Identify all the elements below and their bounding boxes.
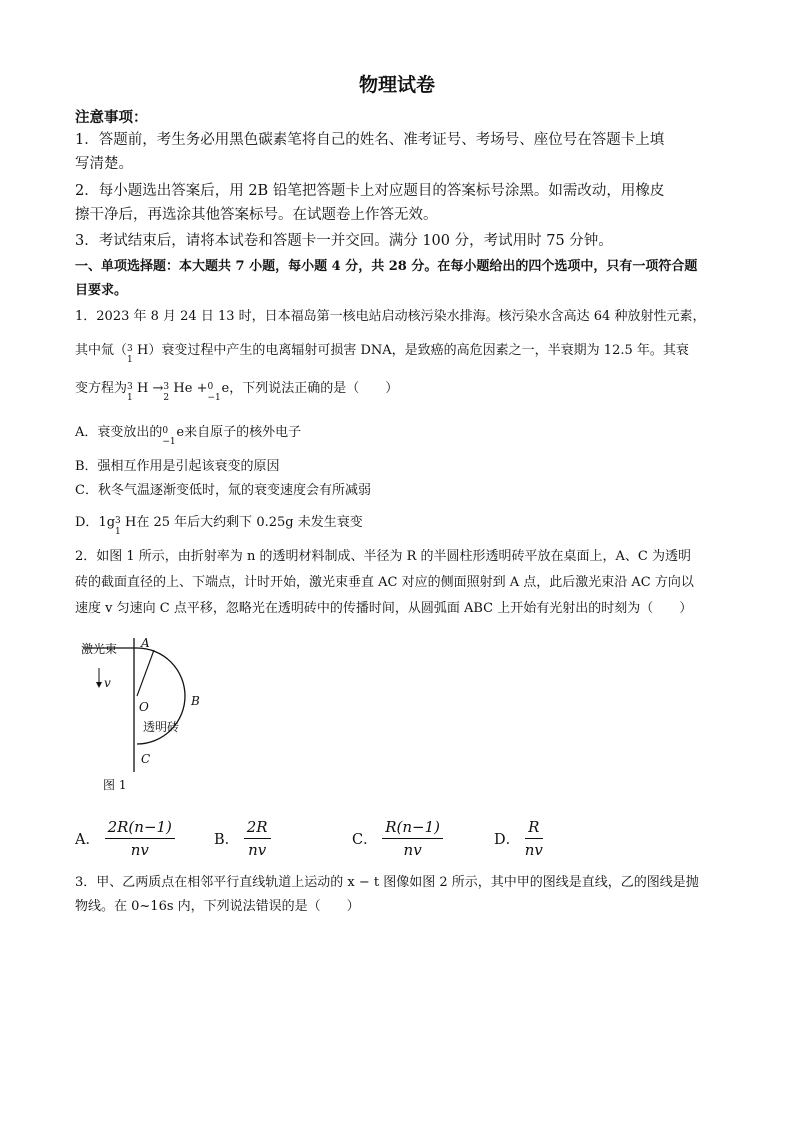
notice-heading: 注意事项：: [75, 109, 148, 126]
figure-label-o: O: [139, 700, 149, 714]
figure-label-v: v: [104, 676, 111, 690]
tritium-symbol: 3 1: [127, 344, 133, 365]
page-title: 物理试卷: [358, 74, 435, 96]
notice-line: 2．每小题选出答案后，用 2B 铅笔把答题卡上对应题目的答案标号涂黑。如需改动，用橡皮: [75, 183, 665, 199]
q2-option-d: D． $\frac{R}{nv}$: [494, 818, 543, 859]
q2-option-c: C． $\frac{R(n-1)}{nv}$: [352, 818, 443, 859]
q3-line: 物线。在 0~16s 内，下列说法错误的是（ ）: [75, 899, 360, 914]
q1-option-a: A．衰变放出的 0 −1 e来自原子的核外电子: [75, 422, 725, 444]
nuclide-he3: 3 2: [163, 382, 170, 403]
figure-label-a: A: [141, 636, 150, 650]
q1-line: 1．2023 年 8 月 24 日 13 时，日本福岛第一核电站启动核污染水排海。核污染水含高达 64 种放射性元素，: [75, 309, 706, 324]
nuclide-h3: 3 1: [127, 382, 133, 403]
electron-symbol: 0 −1: [162, 426, 176, 447]
notice-line: 擦干净后，再选涂其他答案标号。在试题卷上作答无效。: [75, 207, 438, 223]
q1-text: ）衰变过程中产生的电离辐射可损害 DNA，是致癌的高危因素之一，半衰期为 12.5 年。其衰: [148, 343, 689, 358]
figure-label-b: B: [191, 694, 200, 708]
notice-line: 写清楚。: [75, 156, 133, 172]
figure-caption: 图 1: [103, 778, 127, 792]
q1-equation-line: 变方程为 3 1 H → 3 2 He + 0 −1 e，下列说法正确的是（ ）: [75, 378, 725, 400]
q1-option-d: D．1g 3 1 H在 25 年后大约剩下 0.25g 未发生衰变: [75, 512, 725, 534]
q3-line: 3．甲、乙两质点在相邻平行直线轨道上运动的 x − t 图像如图 2 所示，其中甲的图线是直线，乙的图线是抛: [75, 875, 699, 890]
q2-line: 2．如图 1 所示，由折射率为 n 的透明材料制成、半径为 R 的半圆柱形透明砖平放在桌面上，A、C 为透明: [75, 549, 691, 564]
q2-line: 速度 v 匀速向 C 点平移，忽略光在透明砖中的传播时间，从圆弧面 ABC 上开始有光射出的时刻为（ ）: [75, 601, 693, 616]
figure-label-laser: 激光束: [81, 642, 118, 656]
q1-text: 其中氚（: [75, 343, 128, 358]
q1-option-b: B．强相互作用是引起该衰变的原因: [75, 459, 280, 474]
q2-option-a: A． $\frac{2R(n-1)}{nv}$: [75, 818, 175, 859]
q2-option-b: B． $\frac{2R}{nv}$: [214, 818, 271, 859]
q2-line: 砖的截面直径的上、下端点，计时开始，激光束垂直 AC 对应的侧面照射到 A 点，此后激光束沿 AC 方向以: [75, 575, 694, 590]
figure-label-brick: 透明砖: [143, 720, 180, 734]
section-heading: 一、单项选择题：本大题共 7 小题，每小题 4 分，共 28 分。在每小题给出的四个选项中，只有一项符合题: [75, 259, 698, 274]
figure-label-c: C: [141, 752, 151, 766]
notice-line: 3．考试结束后，请将本试卷和答题卡一并交回。满分 100 分，考试用时 75 分钟。: [75, 233, 613, 249]
section-heading-cont: 目要求。: [75, 283, 128, 298]
q1-option-c: C．秋冬气温逐渐变低时，氚的衰变速度会有所减弱: [75, 483, 371, 498]
figure-1: [75, 632, 235, 794]
nuclide-h3: 3 1: [115, 516, 121, 537]
q1-line: 其中氚（ 3 1 H）衰变过程中产生的电离辐射可损害 DNA，是致癌的高危因素之一，半衰期为 12.5 年。其衰: [75, 340, 725, 362]
electron-symbol: 0 −1: [207, 382, 221, 403]
notice-line: 1．答题前，考生务必用黑色碳素笔将自己的姓名、准考证号、考场号、座位号在答题卡上填: [75, 132, 665, 148]
